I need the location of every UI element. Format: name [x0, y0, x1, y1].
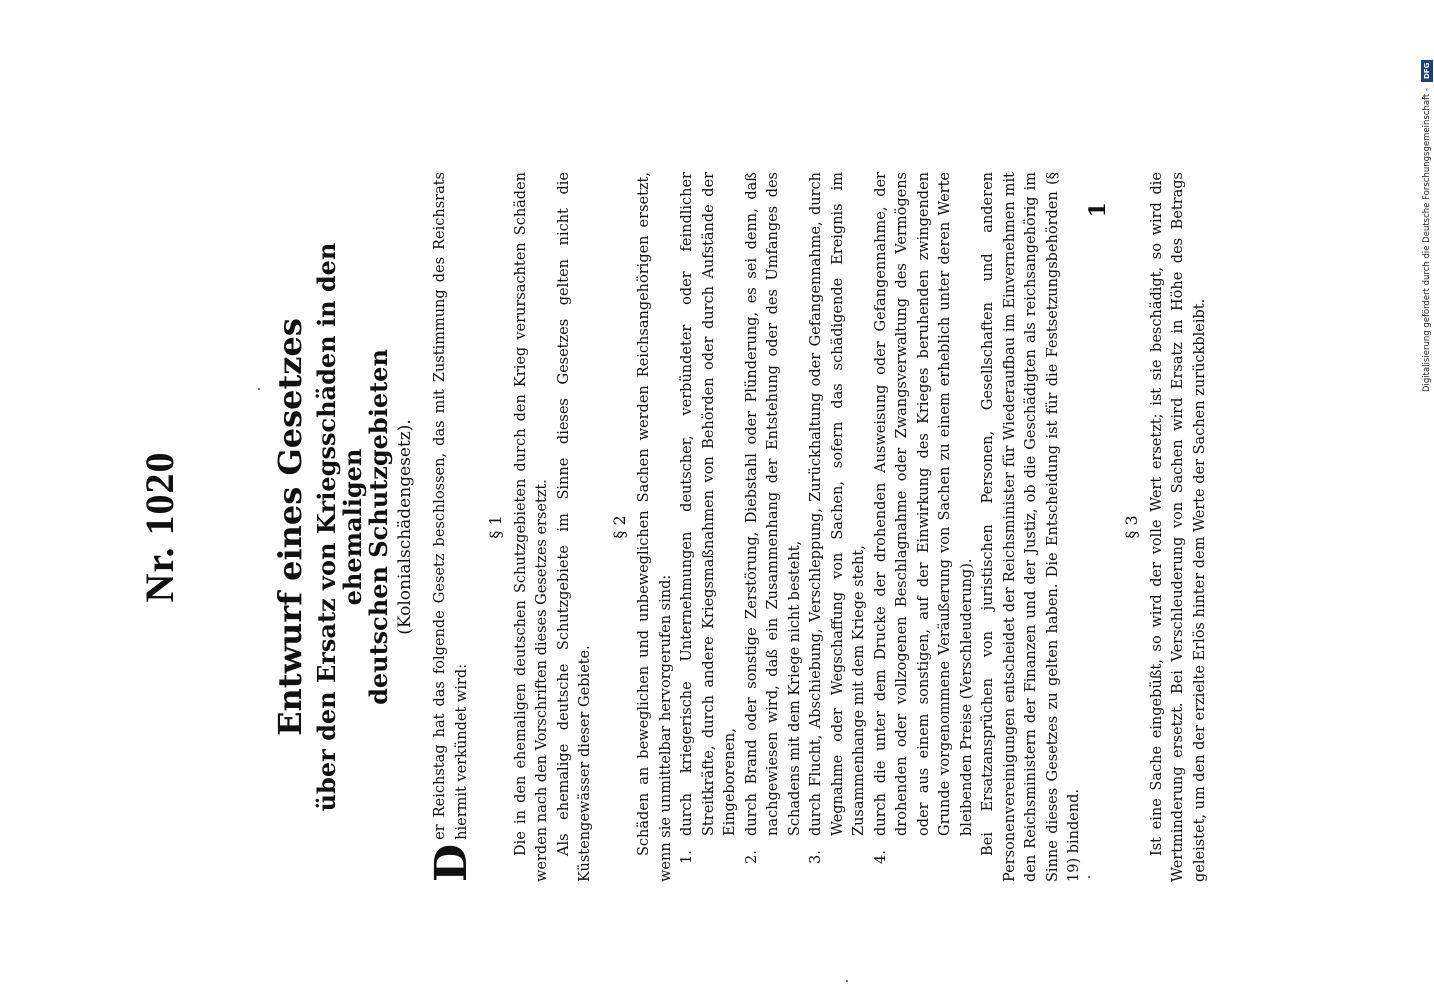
list-item-number: 1.: [679, 850, 695, 864]
credit-text: Digitalisierung gefördert durch die Deutsche Forschungsgemeinschaft -: [1422, 88, 1432, 392]
drop-cap: D: [426, 843, 477, 882]
page-number: 1: [1084, 202, 1111, 218]
section-3-paragraph: Ist eine Sache eingebüßt, so wird der volle Wert ersetzt; ist sie beschädigt, so wird die Wertminderung ersetzt. Bei Verschleuderung von Sachen wird Ersatz in Höhe des Betrags geleistet, um den der erzielte Erlös hinter dem Werte der Sachen zurückbleibt.: [1148, 172, 1208, 882]
digitization-credit: [1412, 10, 1434, 392]
list-item-number: 2.: [743, 850, 760, 864]
document-title: Entwurf eines Gesetzes: [271, 318, 309, 736]
scan-speck: [258, 388, 260, 390]
list-item-number: 3.: [808, 850, 824, 864]
list-item: [806, 172, 871, 882]
section-1-paragraph-1: Die in den ehemaligen deutschen Schutzgebieten durch den Krieg verursachten Schäden werden nach den Vorschriften dieses Gesetzes ersetzt.: [512, 172, 550, 882]
section-2-closing: Bei Ersatzansprüchen von juristischen Personen, Gesellschaften und anderen Personenvereinigungen entscheidet der Reichsminister für Wiederaufbau im Einvernehmen mit den Reichsministern der Finanzen und der Justiz, ob die Geschädigten als reichsangehörig im Sinne dieses Gesetzes zu gelten haben. Die Entscheidung ist für die Festsetzungsbehörden (§ 19) bindend.: [980, 172, 1082, 882]
section-3-heading: § 3: [1122, 515, 1141, 539]
list-item-text: durch Brand oder sonstige Zerstörung, Diebstahl oder Plünderung, es sei denn, daß nachgewiesen wird, daß ein Zusammenhang der Entstehung oder des Umfanges des Schadens mit dem Kriege nicht besteht,: [743, 172, 803, 836]
list-item: [871, 172, 979, 882]
document-body: [120, 172, 1211, 882]
list-item: [677, 172, 742, 882]
section-1-heading: § 1: [486, 515, 505, 539]
section-2-list: [677, 172, 978, 882]
document-title-line3: deutschen Schutzgebieten: [364, 349, 393, 705]
section-2-lead: Schäden an beweglichen und unbeweglichen Sachen werden Reichsangehörigen ersetzt, wenn sie unmittelbar hervorgerufen sind:: [636, 172, 674, 882]
list-item-number: 4.: [872, 850, 889, 864]
list-item-text: durch die unter dem Drucke der drohenden Ausweisung oder Gefangennahme, der drohenden oder vollzogenen Beschlagnahme oder Zwangsverwaltung des Vermögens oder aus einem sonstigen, auf der Einwirkung des Krieges beruhenden zwingenden Grunde vorgenommene Veräußerung von Sachen zu einem erheblich unter deren Werte bleibenden Preise (Verschleuderung).: [872, 172, 975, 836]
document-title-line2: über den Ersatz von Kriegsschäden in den ehemaligen: [312, 242, 367, 812]
intro-paragraph: [426, 172, 477, 882]
document-subtitle: (Kolonialschädengesetz).: [395, 419, 415, 635]
section-2-heading: § 2: [609, 515, 629, 539]
document-number: Nr. 1020: [137, 451, 182, 603]
intro-text: er Reichstag hat das folgende Gesetz beschlossen, das mit Zustimmung des Reichsrats hiermit verkündet wird:: [432, 172, 470, 840]
scan-speck: [846, 980, 848, 982]
scan-speck: [1088, 876, 1090, 878]
dfg-logo: DFG: [1421, 60, 1433, 82]
list-item-text: durch Flucht, Abschiebung, Verschleppung, Zurückhaltung oder Gefangennahme, durch Wegnahme oder Wegschaffung von Sachen, sofern das schädigende Ereignis im Zusammenhange mit dem Kriege steht,: [808, 172, 867, 836]
list-item-text: durch kriegerische Unternehmungen deutscher, verbündeter oder feindlicher Streitkräfte, durch andere Kriegsmaßnahmen von Behörden oder durch Aufstände der Eingeborenen,: [679, 172, 738, 836]
section-1-paragraph-2: Als ehemalige deutsche Schutzgebiete im Sinne dieses Gesetzes gelten nicht die Küstengewässer dieser Gebiete.: [555, 172, 593, 882]
list-item: [742, 172, 807, 882]
